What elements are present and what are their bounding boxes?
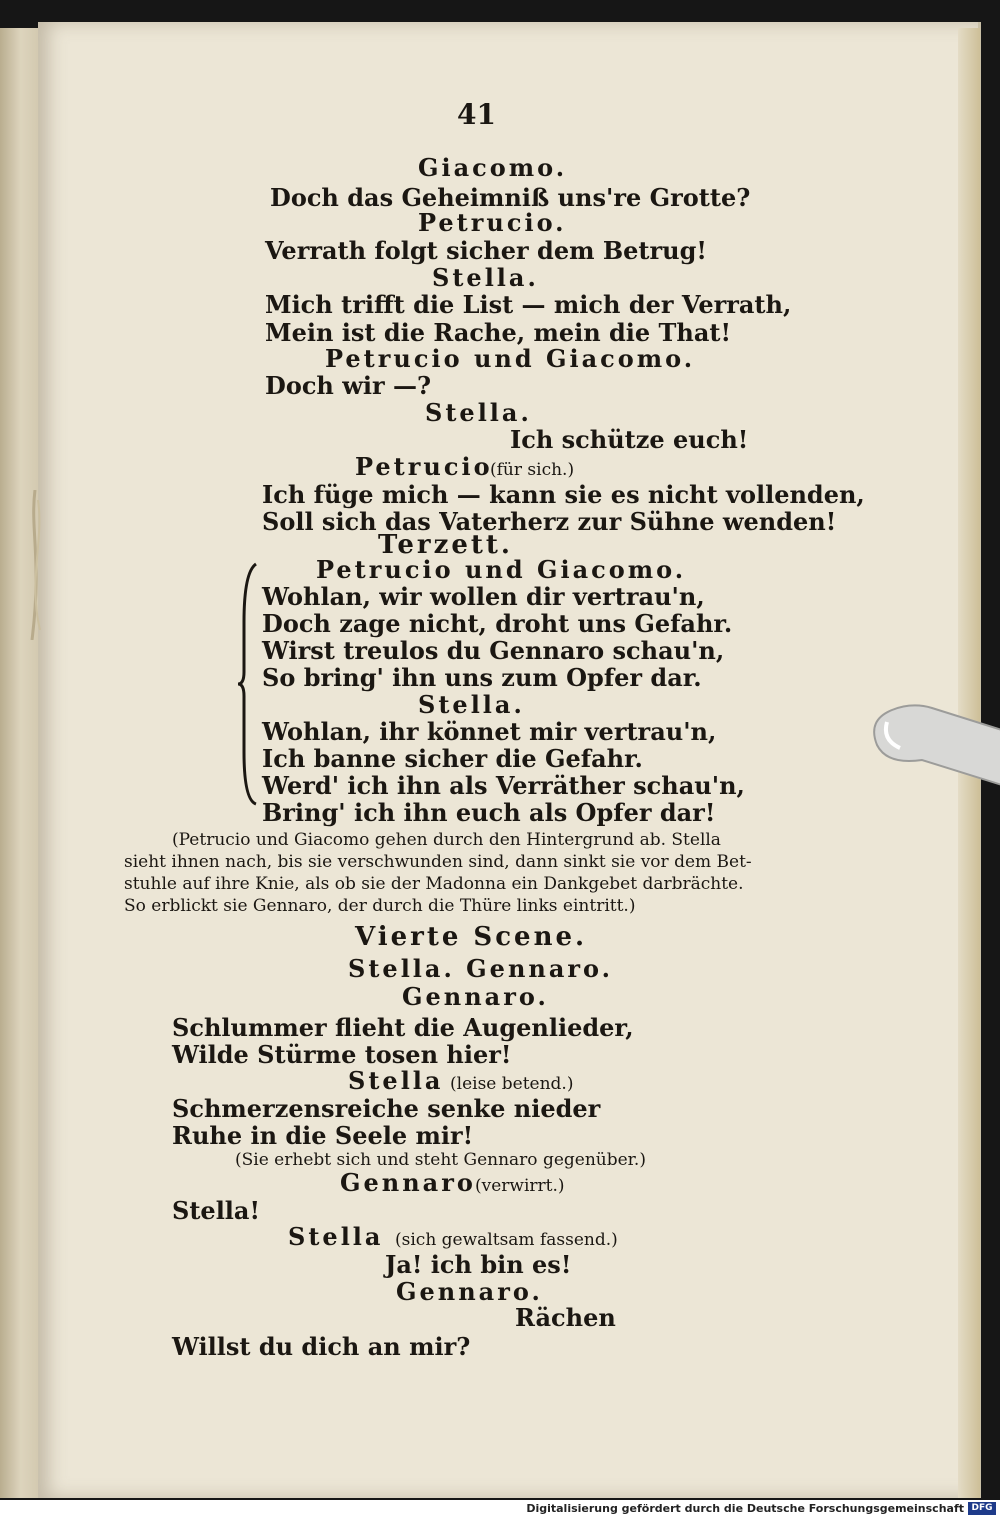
verse-line: Wirst treulos du Gennaro schau'n,: [262, 636, 725, 665]
speaker-stella: Stella.: [425, 398, 532, 427]
speaker-gennaro: Gennaro.: [396, 1277, 543, 1306]
verse-line: Stella!: [172, 1196, 261, 1225]
verse-line: Wilde Stürme tosen hier!: [172, 1040, 512, 1069]
verse-line: Rächen: [515, 1303, 616, 1332]
stage-direction: (Petrucio und Giacomo gehen durch den Hintergrund ab. Stella: [172, 830, 721, 850]
verse-line: Ich banne sicher die Gefahr.: [262, 744, 643, 773]
verse-line: Werd' ich ihn als Verräther schau'n,: [262, 771, 745, 800]
speaker-petrucio-giacomo: Petrucio und Giacomo.: [316, 555, 687, 584]
stage-direction: (Sie erhebt sich und steht Gennaro gegenüber.): [235, 1150, 646, 1170]
verse-line: Verrath folgt sicher dem Betrug!: [265, 236, 707, 265]
speaker-stella: Stella: [288, 1222, 384, 1251]
speaker-stella: Stella: [348, 1066, 444, 1095]
dfg-logo: DFG: [968, 1502, 996, 1515]
verse-line: Doch zage nicht, droht uns Gefahr.: [262, 609, 733, 638]
verse-line: Ruhe in die Seele mir!: [172, 1121, 474, 1150]
verse-line: Schmerzensreiche senke nieder: [172, 1094, 601, 1123]
verse-line: Willst du dich an mir?: [172, 1332, 471, 1361]
stage-direction: (sich gewaltsam fassend.): [395, 1230, 618, 1250]
verse-line: Ich füge mich — kann sie es nicht vollenden,: [262, 480, 865, 509]
footer-bar: [0, 1500, 1000, 1518]
verse-line: So bring' ihn uns zum Opfer dar.: [262, 663, 702, 692]
page-number: 41: [457, 98, 496, 131]
stage-direction: So erblickt sie Gennaro, der durch die Thüre links eintritt.): [124, 896, 636, 916]
section-heading-terzett: Terzett.: [378, 530, 513, 560]
scene-heading: Vierte Scene.: [355, 922, 588, 952]
verse-line: Wohlan, wir wollen dir vertrau'n,: [262, 582, 705, 611]
binding-thread: [20, 490, 50, 640]
stage-direction: (leise betend.): [450, 1074, 574, 1094]
verse-line: Ich schütze euch!: [510, 425, 749, 454]
verse-line: Soll sich das Vaterherz zur Sühne wenden!: [262, 507, 837, 536]
speaker-petrucio-giacomo: Petrucio und Giacomo.: [325, 344, 696, 373]
verse-line: Bring' ich ihn euch als Opfer dar!: [262, 798, 716, 827]
stage-direction: (verwirrt.): [475, 1176, 565, 1196]
verse-line: Schlummer flieht die Augenlieder,: [172, 1013, 634, 1042]
stage-direction: sieht ihnen nach, bis sie verschwunden sind, dann sinkt sie vor dem Bet-: [124, 852, 752, 872]
speaker-stella: Stella.: [432, 263, 539, 292]
verse-line: Ja! ich bin es!: [385, 1250, 572, 1279]
speaker-giacomo: Giacomo.: [418, 153, 568, 182]
verse-line: Mich trifft die List — mich der Verrath,: [265, 290, 792, 319]
scene-characters: Stella. Gennaro.: [348, 954, 613, 983]
verse-line: Mein ist die Rache, mein die That!: [265, 318, 732, 347]
speaker-petrucio: Petrucio: [355, 452, 493, 481]
footer-credit: Digitalisierung gefördert durch die Deutsche Forschungsgemeinschaft: [526, 1502, 964, 1515]
page-clip: [862, 690, 1000, 810]
speaker-gennaro: Gennaro: [340, 1168, 476, 1197]
verse-line: Doch das Geheimniß uns're Grotte?: [270, 183, 751, 212]
speaker-petrucio: Petrucio.: [418, 208, 567, 237]
stage-direction: (für sich.): [490, 460, 575, 480]
verse-line: Wohlan, ihr könnet mir vertrau'n,: [262, 717, 717, 746]
speaker-stella: Stella.: [418, 690, 525, 719]
terzett-brace: [236, 562, 260, 806]
speaker-gennaro: Gennaro.: [402, 982, 549, 1011]
verse-line: Doch wir —?: [265, 371, 432, 400]
stage-direction: stuhle auf ihre Knie, als ob sie der Madonna ein Dankgebet darbrächte.: [124, 874, 744, 894]
